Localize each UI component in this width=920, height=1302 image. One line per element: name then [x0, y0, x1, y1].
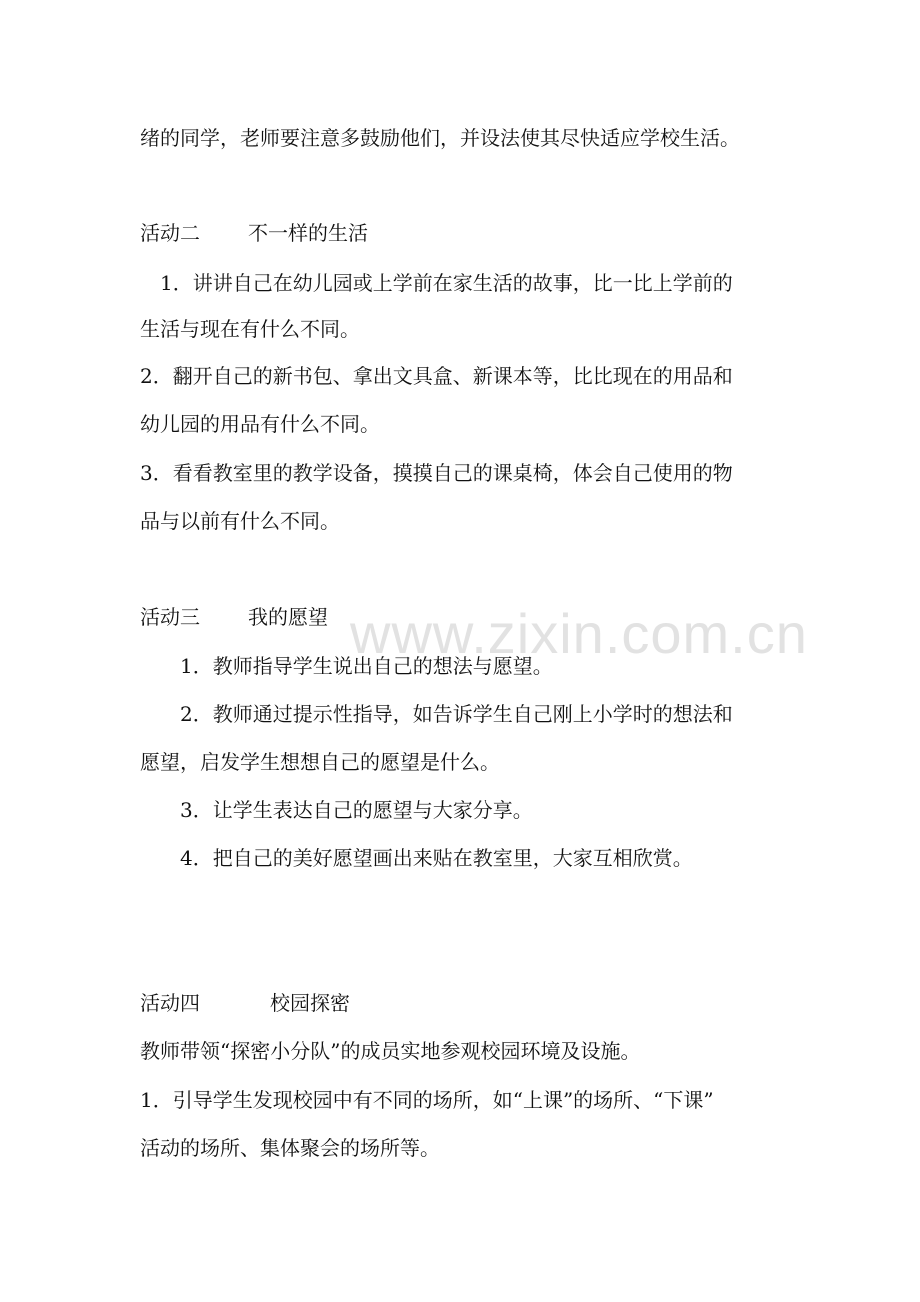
- activity4-title: 校园探密: [270, 991, 350, 1015]
- activity2-item-2-line-1: 2．翻开自己的新书包、拿出文具盒、新课本等，比比现在的用品和: [140, 364, 733, 388]
- activity2-item-1-line-2: 生活与现在有什么不同。: [140, 317, 360, 341]
- watermark: www.zixin.com.cn: [350, 602, 808, 665]
- activity3-item-2-line-1: 2．教师通过提示性指导，如告诉学生自己刚上小学时的想法和: [180, 702, 733, 726]
- activity3-item-2-line-2: 愿望，启发学生想想自己的愿望是什么。: [140, 750, 500, 774]
- activity4-item-1-line-2: 活动的场所、集体聚会的场所等。: [140, 1136, 440, 1160]
- activity2-heading: [140, 219, 368, 247]
- activity2-item-3-line-2: 品与以前有什么不同。: [140, 509, 340, 533]
- activity3-item-3: 3．让学生表达自己的愿望与大家分享。: [180, 798, 533, 822]
- intro-line: 绪的同学，老师要注意多鼓励他们，并设法使其尽快适应学校生活。: [140, 126, 740, 150]
- activity4-item-1-line-1: 1．引导学生发现校园中有不同的场所，如“上课”的场所、“下课”: [140, 1088, 714, 1112]
- activity2-title: 不一样的生活: [248, 221, 368, 245]
- activity3-label: 活动三: [140, 605, 200, 629]
- activity2-label: 活动二: [140, 221, 200, 245]
- activity3-title: 我的愿望: [248, 605, 328, 629]
- activity2-item-2-line-2: 幼儿园的用品有什么不同。: [140, 412, 380, 436]
- activity3-item-1: 1．教师指导学生说出自己的想法与愿望。: [180, 654, 553, 678]
- activity2-item-1-line-1: 1．讲讲自己在幼儿园或上学前在家生活的故事，比一比上学前的: [160, 271, 733, 295]
- activity4-heading: [140, 989, 350, 1017]
- activity3-item-4: 4．把自己的美好愿望画出来贴在教室里，大家互相欣赏。: [180, 846, 693, 870]
- activity3-heading: [140, 603, 328, 631]
- activity2-item-3-line-1: 3．看看教室里的教学设备，摸摸自己的课桌椅，体会自己使用的物: [140, 461, 733, 485]
- activity4-label: 活动四: [140, 991, 200, 1015]
- activity4-intro: 教师带领“探密小分队”的成员实地参观校园环境及设施。: [140, 1039, 641, 1063]
